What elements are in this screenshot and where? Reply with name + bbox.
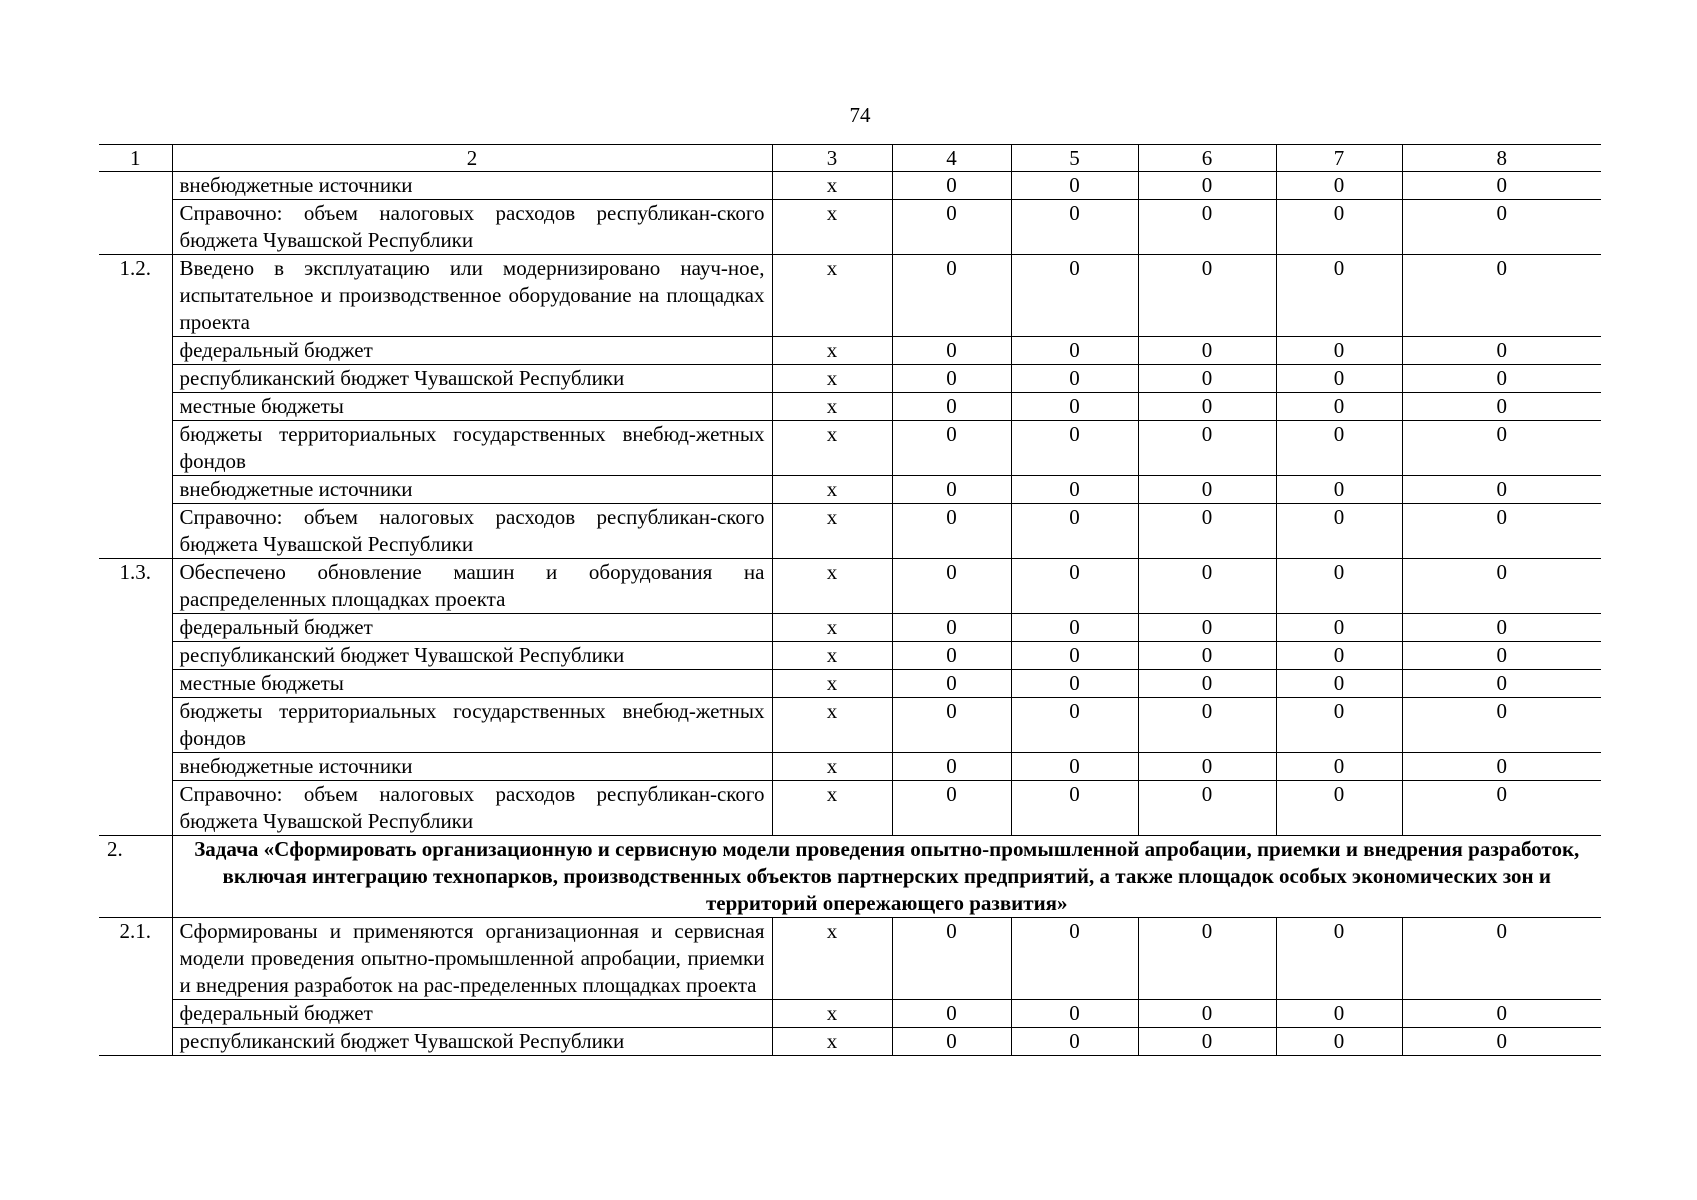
value-cell: 0 <box>1138 918 1276 1000</box>
value-cell: 0 <box>1402 172 1601 200</box>
column-header: 4 <box>892 145 1011 172</box>
row-description: местные бюджеты <box>172 670 772 698</box>
value-cell: 0 <box>1011 476 1138 504</box>
row-number-cell <box>99 365 172 393</box>
task-title: Задача «Сформировать организационную и сервисную модели проведения опытно-промышленной апробации, приемки и внедрения разработок, включая интеграцию технопарков, производственных объектов партнерских предприятий, а также площадок особых экономических зон и территорий опережающего развития» <box>172 836 1601 918</box>
row-number-cell <box>99 1028 172 1056</box>
column-3-cell: х <box>772 393 892 421</box>
row-number-cell <box>99 504 172 559</box>
value-cell: 0 <box>892 504 1011 559</box>
value-cell: 0 <box>1402 337 1601 365</box>
value-cell: 0 <box>1402 1028 1601 1056</box>
value-cell: 0 <box>1276 559 1402 614</box>
value-cell: 0 <box>1276 393 1402 421</box>
row-description: внебюджетные источники <box>172 172 772 200</box>
row-description: Справочно: объем налоговых расходов республикан-ского бюджета Чувашской Республики <box>172 504 772 559</box>
value-cell: 0 <box>1138 365 1276 393</box>
table-row <box>99 255 1601 337</box>
column-3-cell: х <box>772 255 892 337</box>
table-row <box>99 670 1601 698</box>
value-cell: 0 <box>1011 559 1138 614</box>
row-description: внебюджетные источники <box>172 753 772 781</box>
value-cell: 0 <box>1138 1028 1276 1056</box>
column-3-cell: х <box>772 1000 892 1028</box>
value-cell: 0 <box>1402 918 1601 1000</box>
value-cell: 0 <box>892 781 1011 836</box>
page-number: 74 <box>849 103 871 127</box>
table-row <box>99 753 1601 781</box>
value-cell: 0 <box>1138 614 1276 642</box>
row-description: Введено в эксплуатацию или модернизировано науч-ное, испытательное и производственное оборудование на площадках проекта <box>172 255 772 337</box>
column-header: 1 <box>99 145 172 172</box>
column-3-cell: х <box>772 670 892 698</box>
value-cell: 0 <box>1402 698 1601 753</box>
row-description: республиканский бюджет Чувашской Республики <box>172 365 772 393</box>
row-description: республиканский бюджет Чувашской Республики <box>172 642 772 670</box>
value-cell: 0 <box>1011 421 1138 476</box>
value-cell: 0 <box>1138 200 1276 255</box>
value-cell: 0 <box>892 670 1011 698</box>
value-cell: 0 <box>1011 172 1138 200</box>
table-row <box>99 614 1601 642</box>
value-cell: 0 <box>1402 421 1601 476</box>
value-cell: 0 <box>892 365 1011 393</box>
value-cell: 0 <box>1276 698 1402 753</box>
column-3-cell: х <box>772 337 892 365</box>
value-cell: 0 <box>892 255 1011 337</box>
value-cell: 0 <box>1138 393 1276 421</box>
column-3-cell: х <box>772 753 892 781</box>
table-row <box>99 1028 1601 1056</box>
value-cell: 0 <box>1276 200 1402 255</box>
table-header-row <box>99 145 1601 172</box>
value-cell: 0 <box>1402 559 1601 614</box>
column-3-cell: х <box>772 1028 892 1056</box>
row-description: федеральный бюджет <box>172 337 772 365</box>
value-cell: 0 <box>1138 1000 1276 1028</box>
value-cell: 0 <box>1402 642 1601 670</box>
value-cell: 0 <box>892 421 1011 476</box>
value-cell: 0 <box>1138 642 1276 670</box>
value-cell: 0 <box>1276 172 1402 200</box>
value-cell: 0 <box>1402 1000 1601 1028</box>
table-row <box>99 1000 1601 1028</box>
value-cell: 0 <box>1276 642 1402 670</box>
row-description: Справочно: объем налоговых расходов республикан-ского бюджета Чувашской Республики <box>172 781 772 836</box>
table-row <box>99 200 1601 255</box>
value-cell: 0 <box>1138 781 1276 836</box>
row-description: внебюджетные источники <box>172 476 772 504</box>
column-3-cell: х <box>772 504 892 559</box>
value-cell: 0 <box>1276 476 1402 504</box>
value-cell: 0 <box>1138 421 1276 476</box>
value-cell: 0 <box>1276 365 1402 393</box>
row-number-cell <box>99 200 172 255</box>
row-number-cell <box>99 476 172 504</box>
value-cell: 0 <box>892 200 1011 255</box>
value-cell: 0 <box>1276 781 1402 836</box>
value-cell: 0 <box>1011 642 1138 670</box>
row-number-cell <box>99 753 172 781</box>
column-3-cell: х <box>772 172 892 200</box>
value-cell: 0 <box>1402 200 1601 255</box>
row-number-cell <box>99 781 172 836</box>
column-3-cell: х <box>772 200 892 255</box>
column-header: 5 <box>1011 145 1138 172</box>
row-number-cell <box>99 1000 172 1028</box>
row-number-cell: 1.2. <box>99 255 172 337</box>
value-cell: 0 <box>1138 670 1276 698</box>
value-cell: 0 <box>892 172 1011 200</box>
value-cell: 0 <box>1011 255 1138 337</box>
column-3-cell: х <box>772 698 892 753</box>
value-cell: 0 <box>1138 753 1276 781</box>
value-cell: 0 <box>892 337 1011 365</box>
table-row <box>99 365 1601 393</box>
column-3-cell: х <box>772 614 892 642</box>
column-3-cell: х <box>772 365 892 393</box>
row-number-cell <box>99 393 172 421</box>
column-3-cell: х <box>772 918 892 1000</box>
table-row <box>99 781 1601 836</box>
row-description: местные бюджеты <box>172 393 772 421</box>
value-cell: 0 <box>1276 753 1402 781</box>
row-description: бюджеты территориальных государственных внебюд-жетных фондов <box>172 421 772 476</box>
column-3-cell: х <box>772 476 892 504</box>
row-description: Сформированы и применяются организационная и сервисная модели проведения опытно-промышленной апробации, приемки и внедрения разработок на рас-пределенных площадках проекта <box>172 918 772 1000</box>
value-cell: 0 <box>1011 200 1138 255</box>
row-description: Справочно: объем налоговых расходов республикан-ского бюджета Чувашской Республики <box>172 200 772 255</box>
value-cell: 0 <box>1011 337 1138 365</box>
column-header: 8 <box>1402 145 1601 172</box>
value-cell: 0 <box>892 642 1011 670</box>
column-header: 6 <box>1138 145 1276 172</box>
value-cell: 0 <box>1138 504 1276 559</box>
value-cell: 0 <box>1402 255 1601 337</box>
column-3-cell: х <box>772 642 892 670</box>
row-number-cell: 1.3. <box>99 559 172 614</box>
row-description: Обеспечено обновление машин и оборудования на распределенных площадках проекта <box>172 559 772 614</box>
row-description: бюджеты территориальных государственных внебюд-жетных фондов <box>172 698 772 753</box>
column-3-cell: х <box>772 421 892 476</box>
value-cell: 0 <box>1402 781 1601 836</box>
table-row <box>99 504 1601 559</box>
row-number-cell <box>99 698 172 753</box>
value-cell: 0 <box>1276 918 1402 1000</box>
table-row <box>99 337 1601 365</box>
table-row <box>99 559 1601 614</box>
value-cell: 0 <box>1011 918 1138 1000</box>
row-number-cell <box>99 670 172 698</box>
task-row <box>99 836 1601 918</box>
table-row <box>99 476 1601 504</box>
row-number-cell <box>99 642 172 670</box>
value-cell: 0 <box>1276 670 1402 698</box>
table-row <box>99 421 1601 476</box>
table-row <box>99 918 1601 1000</box>
value-cell: 0 <box>1138 172 1276 200</box>
value-cell: 0 <box>892 918 1011 1000</box>
column-3-cell: х <box>772 781 892 836</box>
value-cell: 0 <box>1138 698 1276 753</box>
value-cell: 0 <box>1276 255 1402 337</box>
table-row <box>99 698 1601 753</box>
table-row <box>99 393 1601 421</box>
row-number-cell <box>99 614 172 642</box>
table-row <box>99 172 1601 200</box>
value-cell: 0 <box>1011 504 1138 559</box>
value-cell: 0 <box>1011 614 1138 642</box>
column-header: 3 <box>772 145 892 172</box>
budget-table <box>99 144 1601 1056</box>
value-cell: 0 <box>1011 393 1138 421</box>
row-description: федеральный бюджет <box>172 1000 772 1028</box>
row-number-cell <box>99 337 172 365</box>
value-cell: 0 <box>1402 393 1601 421</box>
value-cell: 0 <box>1276 337 1402 365</box>
value-cell: 0 <box>1276 1000 1402 1028</box>
value-cell: 0 <box>1011 781 1138 836</box>
value-cell: 0 <box>1402 504 1601 559</box>
value-cell: 0 <box>1276 614 1402 642</box>
value-cell: 0 <box>1138 337 1276 365</box>
value-cell: 0 <box>1011 1000 1138 1028</box>
column-header: 7 <box>1276 145 1402 172</box>
column-header: 2 <box>172 145 772 172</box>
value-cell: 0 <box>1138 559 1276 614</box>
value-cell: 0 <box>892 698 1011 753</box>
value-cell: 0 <box>892 753 1011 781</box>
value-cell: 0 <box>892 614 1011 642</box>
value-cell: 0 <box>1402 753 1601 781</box>
row-description: республиканский бюджет Чувашской Республики <box>172 1028 772 1056</box>
value-cell: 0 <box>892 476 1011 504</box>
value-cell: 0 <box>1011 670 1138 698</box>
value-cell: 0 <box>1402 670 1601 698</box>
value-cell: 0 <box>1276 1028 1402 1056</box>
row-description: федеральный бюджет <box>172 614 772 642</box>
value-cell: 0 <box>1276 421 1402 476</box>
value-cell: 0 <box>892 559 1011 614</box>
value-cell: 0 <box>1402 365 1601 393</box>
value-cell: 0 <box>1138 255 1276 337</box>
value-cell: 0 <box>1276 504 1402 559</box>
task-number: 2. <box>99 836 172 918</box>
value-cell: 0 <box>892 393 1011 421</box>
value-cell: 0 <box>1011 1028 1138 1056</box>
row-number-cell: 2.1. <box>99 918 172 1000</box>
value-cell: 0 <box>1138 476 1276 504</box>
value-cell: 0 <box>1011 365 1138 393</box>
value-cell: 0 <box>892 1028 1011 1056</box>
value-cell: 0 <box>1402 476 1601 504</box>
value-cell: 0 <box>1011 698 1138 753</box>
value-cell: 0 <box>1402 614 1601 642</box>
row-number-cell <box>99 172 172 200</box>
value-cell: 0 <box>892 1000 1011 1028</box>
value-cell: 0 <box>1011 753 1138 781</box>
column-3-cell: х <box>772 559 892 614</box>
table-row <box>99 642 1601 670</box>
row-number-cell <box>99 421 172 476</box>
